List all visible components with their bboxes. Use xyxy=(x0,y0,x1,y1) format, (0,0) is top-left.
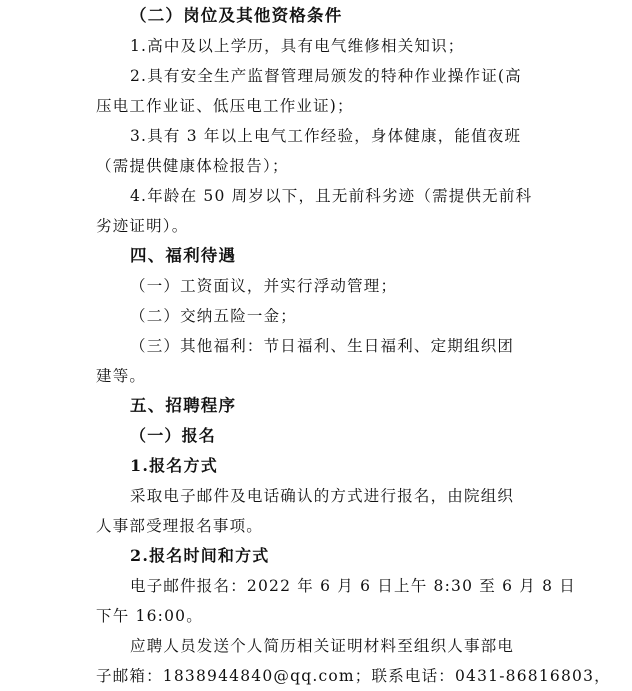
method-line-1: 采取电子邮件及电话确认的方式进行报名，由院组织 xyxy=(130,487,515,505)
subsection-1-2-title: 2.报名时间和方式 xyxy=(130,546,270,565)
welfare-3-line-1: （三）其他福利：节日福利、生日福利、定期组织团 xyxy=(130,337,515,355)
welfare-3-line-2: 建等。 xyxy=(96,367,147,385)
time-line-1: 电子邮件报名：2022 年 6 月 6 日上午 8:30 至 6 月 8 日 xyxy=(130,577,576,595)
section-4-title: 四、福利待遇 xyxy=(130,246,237,265)
section-2-title: （二）岗位及其他资格条件 xyxy=(130,6,343,25)
welfare-1: （一）工资面议，并实行浮动管理； xyxy=(130,277,398,295)
requirement-4-line-1: 4.年龄在 50 周岁以下，且无前科劣迹（需提供无前科 xyxy=(130,187,533,205)
section-5-title: 五、招聘程序 xyxy=(130,396,237,415)
welfare-2: （二）交纳五险一金； xyxy=(130,307,298,325)
requirement-3-line-1: 3.具有 3 年以上电气工作经验，身体健康，能值夜班 xyxy=(130,127,522,145)
requirement-3-line-2: （需提供健康体检报告）； xyxy=(96,157,289,175)
requirement-1: 1.高中及以上学历，具有电气维修相关知识； xyxy=(130,37,465,55)
method-line-2: 人事部受理报名事项。 xyxy=(96,517,264,535)
requirement-4-line-2: 劣迹证明）。 xyxy=(96,217,189,235)
subsection-1-title: （一）报名 xyxy=(130,426,217,445)
requirement-2-line-2: 压电工作业证、低压电工作业证)； xyxy=(96,97,354,115)
contact-line-1: 应聘人员发送个人简历相关证明材料至组织人事部电 xyxy=(130,637,515,655)
time-line-2: 下午 16:00。 xyxy=(96,607,203,625)
subsection-1-1-title: 1.报名方式 xyxy=(130,456,218,475)
requirement-2-line-1: 2.具有安全生产监督管理局颁发的特种作业操作证(高 xyxy=(130,67,522,85)
contact-line-2: 子邮箱：1838944840@qq.com；联系电话：0431-86816803， xyxy=(96,667,611,685)
